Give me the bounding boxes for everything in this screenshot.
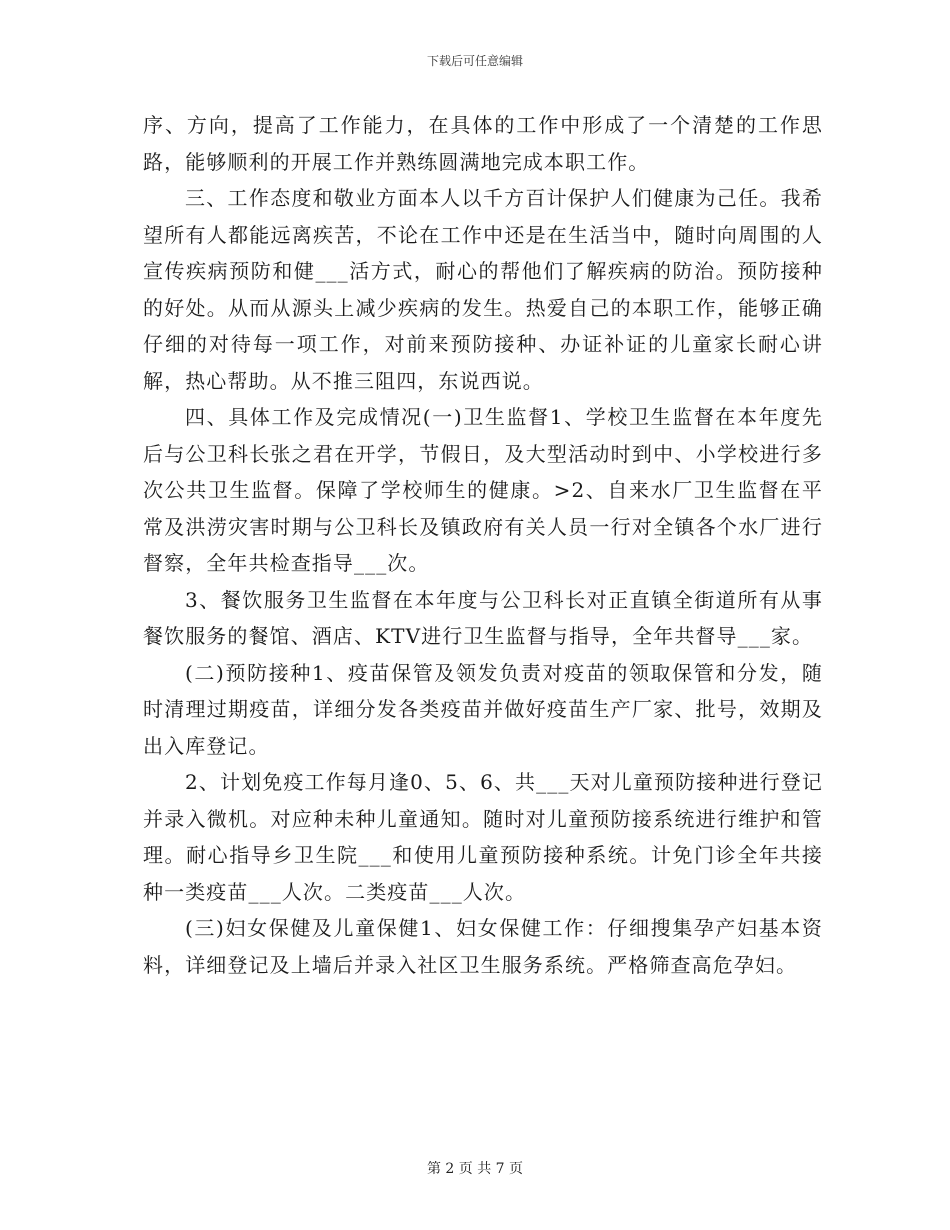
paragraph-3: 四、具体工作及完成情况(一)卫生监督1、学校卫生监督在本年度先后与公卫科长张之君在开学，节假日，及大型活动时到中、小学校进行多次公共卫生监督。保障了学校师生的健康。>2、自来水厂卫生监督在平常及洪涝灾害时期与公卫科长及镇政府有关人员一行对全镇各个水厂进行督察，全年共检查指导___次。	[143, 405, 823, 575]
document-body	[143, 107, 823, 983]
paragraph-1: 序、方向，提高了工作能力，在具体的工作中形成了一个清楚的工作思路，能够顺利的开展工作并熟练圆满地完成本职工作。	[143, 113, 823, 174]
paragraph-2: 三、工作态度和敬业方面本人以千方百计保护人们健康为己任。我希望所有人都能远离疾苦，不论在工作中还是在生活当中，随时向周围的人宣传疾病预防和健___活方式，耐心的帮他们了解疾病的防治。预防接种的好处。从而从源头上减少疾病的发生。热爱自己的本职工作，能够正确仔细的对待每一项工作，对前来预防接种、办证补证的儿童家长耐心讲解，热心帮助。从不推三阻四，东说西说。	[143, 186, 823, 393]
page-number: 第 2 页 共 7 页	[426, 1161, 524, 1177]
paragraph-7: (三)妇女保健及儿童保健1、妇女保健工作：仔细搜集孕产妇基本资料，详细登记及上墙后并录入社区卫生服务系统。严格筛查高危孕妇。	[143, 916, 823, 977]
page-header-note: 下载后可任意编辑	[426, 54, 523, 68]
paragraph-4: 3、餐饮服务卫生监督在本年度与公卫科长对正直镇全街道所有从事餐饮服务的餐馆、酒店、KTV进行卫生监督与指导，全年共督导___家。	[143, 587, 823, 648]
paragraph-6: 2、计划免疫工作每月逢0、5、6、共___天对儿童预防接种进行登记并录入微机。对应种未种儿童通知。随时对儿童预防接系统进行维护和管理。耐心指导乡卫生院___和使用儿童预防接种系统。计免门诊全年共接种一类疫苗___人次。二类疫苗___人次。	[143, 770, 823, 904]
paragraph-5: (二)预防接种1、疫苗保管及领发负责对疫苗的领取保管和分发，随时清理过期疫苗，详细分发各类疫苗并做好疫苗生产厂家、批号，效期及出入库登记。	[143, 660, 823, 758]
